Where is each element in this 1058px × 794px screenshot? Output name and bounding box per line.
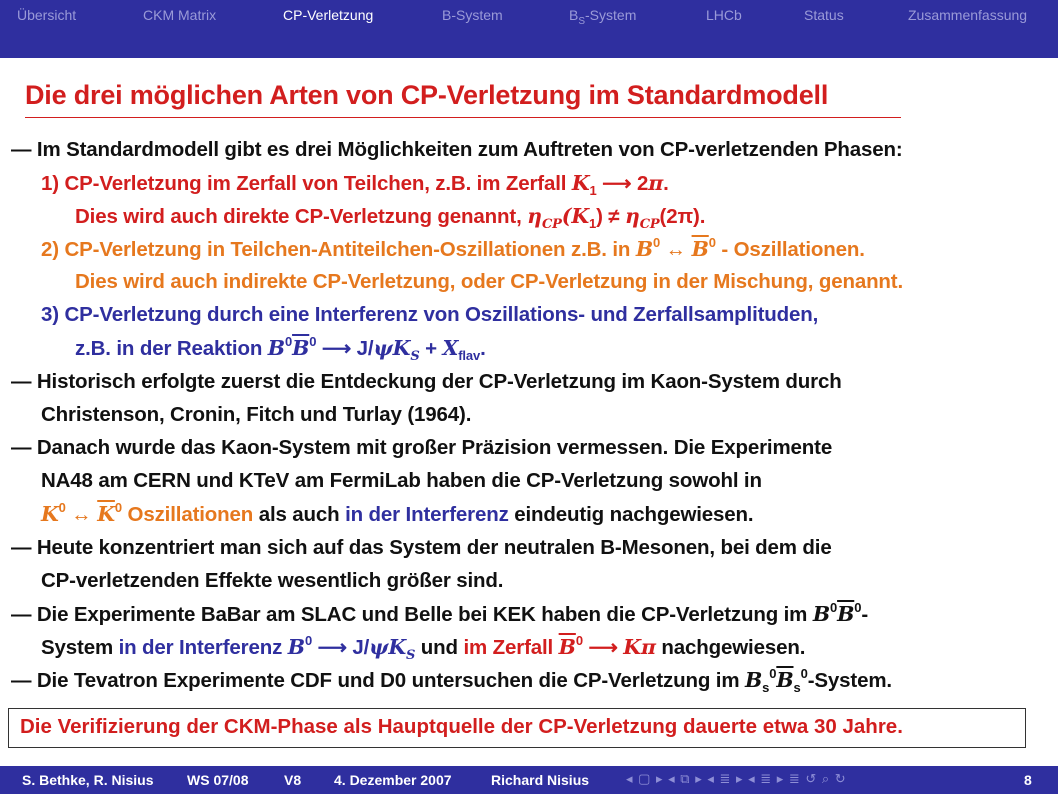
l17-s: s [762,680,770,695]
content-line-4 [41,237,865,262]
l16-s: S [406,648,416,663]
l16-text: System [41,636,119,659]
footer-semester: WS 07/08 [187,772,249,788]
l17-sup: 0 [769,666,777,681]
l7-flav: flav [458,348,481,363]
nav-link-status[interactable]: Status [804,7,844,23]
l3-neq: ) ≠ [596,205,625,228]
summary-text: Die Verifizierung der CKM-Phase als Hauptquelle der CP-Verletzung dauerte etwa 30 Jahre. [20,715,903,738]
l16-b: B [287,635,305,659]
l16-kpi: Kπ [623,635,656,659]
l3-eta1: η [527,204,542,228]
l17-text: — Die Tevatron Experimente CDF und D0 untersuchen die CP-Verletzung im [11,669,745,692]
l3-cp1: CP [541,217,562,232]
l12-interferenz: in der Interferenz [345,503,509,526]
content-line-7 [75,334,486,364]
content-line-5: Dies wird auch indirekte CP-Verletzung, oder CP-Verletzung in der Mischung, genannt. [75,270,904,293]
content-line-8: — Historisch erfolgte zuerst die Entdeckung der CP-Verletzung im Kaon-System durch [11,370,842,393]
l7-sup: 0 [284,334,293,349]
nav-link-b-system[interactable]: B-System [442,7,503,23]
l4-sup2: 0 [708,235,716,250]
l4-bbar: $\overline{B}$ [691,237,709,261]
nav-link-cp-verletzung[interactable]: CP-Verletzung [283,7,374,23]
l2-text: 1) CP-Verletzung im Zerfall von Teilchen, z.B. im Zerfall [41,172,572,195]
l3-text: Dies wird auch direkte CP-Verletzung genannt, [75,205,528,228]
l3-k-sub: 1 [588,216,597,231]
content-line-3 [75,204,706,232]
nav-bs-b: B [569,7,579,23]
slide-title: Die drei möglichen Arten von CP-Verletzung im Standardmodell [25,80,829,110]
content-line-1: — Im Standardmodell gibt es drei Möglichkeiten zum Auftreten von CP-verletzenden Phasen: [11,138,903,161]
l4-sup: 0 [653,235,661,250]
l7-s: S [410,349,420,364]
l15-bbar: $\overline{B}$ [837,602,855,626]
footer-authors: S. Bethke, R. Nisius [22,772,154,788]
summary-box [8,708,1026,748]
content-line-16 [41,633,806,663]
l2-end: . [663,172,669,195]
l12-arrow: ↔ [65,503,98,526]
l7-psi: ψK [373,336,411,360]
l16-und: und [415,636,464,659]
content-line-11: NA48 am CERN und KTeV am FermiLab haben die CP-Verletzung sowohl in [41,469,762,492]
nav-link-zusammenfassung[interactable]: Zusammenfassung [908,7,1028,23]
l16-zerfall: im Zerfall [463,636,559,659]
footer-date: 4. Dezember 2007 [334,772,452,788]
footer-lecture: V8 [284,772,302,788]
l7-b: B [267,336,285,360]
l2-pi: π [648,171,664,195]
l12-k: K [41,502,59,526]
l16-sup: 0 [304,633,313,648]
l7-plus: + [419,337,443,360]
content-line-15 [11,602,868,627]
l7-bbar: $\overline{B}$ [292,336,310,360]
l15-sup2: 0 [854,600,862,615]
l2-k: K [571,171,590,195]
l7-text: z.B. in der Reaktion [75,337,268,360]
l16-bbar: $\overline{B}$ [558,635,576,659]
content-line-12 [41,502,753,527]
l15-sup: 0 [830,600,838,615]
l12-osc: Oszillationen [121,503,254,526]
l15-end: - [861,603,869,626]
nav-link-lhcb[interactable]: LHCb [706,7,742,23]
content-line-10: — Danach wurde das Kaon-System mit großer Präzision vermessen. Die Experimente [11,436,833,459]
l12-sup2: 0 [114,500,122,515]
l16-sup2: 0 [575,633,583,648]
l4-text: 2) CP-Verletzung in Teilchen-Antiteilchen-Oszillationen z.B. in [41,238,636,261]
l2-k-sub: 1 [589,183,597,198]
beamer-navigation-icons[interactable]: ◂ ▢ ▸ ◂ ⧉ ▸ ◂ ≣ ▸ ◂ ≣ ▸ ≣ ↺ ⌕ ↻ [626,771,847,786]
l3-k: (K [561,204,589,228]
l12-mid: als auch [253,503,346,526]
nav-bs-system: -System [585,7,637,23]
l17-sup2: 0 [800,666,808,681]
l17-bbar: $\overline{B}$ [776,668,794,692]
nav-bs-sub: S [578,16,586,27]
l7-end: . [480,337,486,360]
l17-end: -System. [807,669,892,692]
l7-x: X [442,336,459,360]
l16-interferenz: in der Interferenz [118,636,288,659]
content-line-9: Christenson, Cronin, Fitch und Turlay (1964). [41,403,472,426]
l4-end: - Oszillationen. [715,238,865,261]
l15-b: B [812,602,830,626]
l12-sup: 0 [58,500,66,515]
l4-arrow: ↔ [660,238,692,261]
content-line-13: — Heute konzentriert man sich auf das System der neutralen B-Mesonen, bei dem die [11,536,832,559]
footer-speaker: Richard Nisius [491,772,590,788]
l16-end: nachgewiesen. [655,636,806,659]
l4-b: B [635,237,654,261]
content-line-6: 3) CP-Verletzung durch eine Interferenz von Oszillations- und Zerfallsamplituden, [41,303,819,326]
nav-link-ckm-matrix[interactable]: CKM Matrix [143,7,217,23]
l7-sup2: 0 [309,334,317,349]
nav-link-bs-system[interactable] [569,7,637,27]
l16-arrow: ⟶ J/ [312,636,370,659]
l7-arrow: ⟶ J/ [316,337,374,360]
content-line-14: CP-verletzenden Effekte wesentlich größer sind. [41,569,504,592]
content-line-2 [41,171,669,196]
l16-arrow2: ⟶ [582,636,624,659]
l2-arrow: ⟶ 2 [596,172,649,195]
footer-page-number: 8 [1024,772,1032,788]
top-navigation-bar [0,0,1058,58]
l17-b: B [744,668,763,692]
title-underline [25,117,901,118]
l3-eta2: η [624,204,640,228]
content-line-17 [11,668,892,693]
l12-kbar: $\overline{K}$ [97,502,115,526]
nav-link-uebersicht[interactable]: Übersicht [17,7,77,23]
l12-end: eindeutig nachgewiesen. [508,503,754,526]
l3-cp2: CP [639,217,660,232]
l16-psi: ψK [369,635,406,659]
l17-s2: s [793,680,801,695]
l3-end: (2π). [659,205,706,228]
footer-bar [0,766,1058,794]
l15-text: — Die Experimente BaBar am SLAC und Belle bei KEK haben die CP-Verletzung im [11,603,813,626]
